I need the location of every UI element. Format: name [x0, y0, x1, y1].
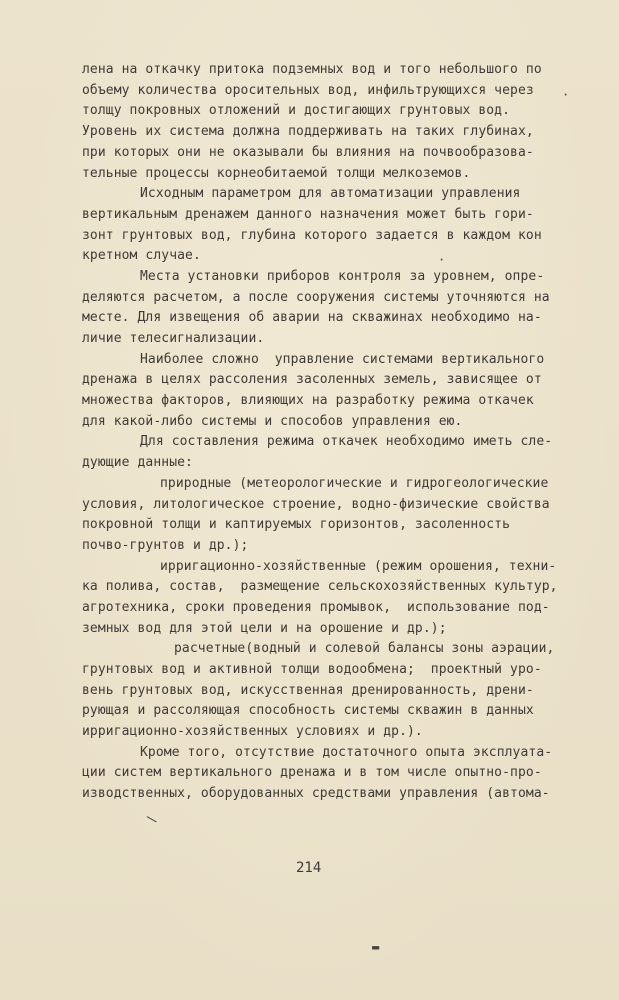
- text-line: условия, литологическое строение, водно-физические свойства: [82, 497, 550, 512]
- stray-mark: ▬: [372, 940, 380, 954]
- text-line: расчетные(водный и солевой балансы зоны аэрации,: [174, 641, 555, 656]
- text-line: Для составления режима откачек необходимо иметь сле-: [140, 434, 553, 449]
- text-line: вень грунтовых вод, искусственная дренированность, дрени-: [82, 683, 534, 698]
- text-line: вертикальным дренажем данного назначения может быть гори-: [82, 207, 534, 222]
- text-line: Кроме того, отсутствие достаточного опыта эксплуата-: [140, 745, 553, 760]
- text-line: Исходным параметром для автоматизации управления: [140, 186, 521, 201]
- text-line: ирригационно-хозяйственные (режим орошения, техни-: [160, 559, 557, 574]
- page-number: 214: [296, 860, 322, 876]
- text-line: Места установки приборов контроля за уровнем, опре-: [140, 269, 545, 284]
- text-line: ирригационно-хозяйственных условиях и др.).: [82, 724, 423, 739]
- text-line: рующая и рассоляющая способность системы скважин в данных: [82, 703, 534, 718]
- text-line: для какой-либо системы и способов управления ею.: [82, 414, 463, 429]
- text-line: агротехника, сроки проведения промывок, использование под-: [82, 600, 550, 615]
- text-line: почво-грунтов и др.);: [82, 538, 249, 553]
- text-line: толщу покровных отложений и достигающих грунтовых вод.: [82, 103, 511, 118]
- text-line: при которых они не оказывали бы влияния на почвообразова-: [82, 145, 534, 160]
- text-line: земных вод для этой цели и на орошение и др.);: [82, 621, 447, 636]
- text-line: деляются расчетом, а после сооружения системы уточняются на: [82, 290, 550, 305]
- text-line: тельные процессы корнеобитаемой толщи мелкоземов.: [82, 166, 471, 181]
- text-line: объему количества оросительных вод, инфильтрующихся через: [82, 83, 534, 98]
- stray-mark: ·: [438, 253, 446, 267]
- text-line: изводственных, оборудованных средствами управления (автома-: [82, 786, 550, 801]
- stray-mark: \: [144, 811, 159, 827]
- text-line: Наиболее сложно управление системами вертикального: [140, 352, 545, 367]
- text-line: кретном случае.: [82, 248, 201, 263]
- text-line: личие телесигнализации.: [82, 331, 265, 346]
- text-line: дующие данные:: [82, 455, 193, 470]
- text-line: множества факторов, влияющих на разработку режима откачек: [82, 393, 534, 408]
- text-line: зонт грунтовых вод, глубина которого задается в каждом кон: [82, 228, 542, 243]
- text-line: ции систем вертикального дренажа и в том числе опытно-про-: [82, 765, 542, 780]
- text-line: покровной толщи и каптируемых горизонтов, засоленность: [82, 517, 511, 532]
- text-line: лена на откачку притока подземных вод и того небольшого по: [82, 62, 542, 77]
- text-line: природные (метеорологические и гидрогеологические: [160, 476, 549, 491]
- text-line: месте. Для извещения об аварии на скважинах необходимо на-: [82, 310, 542, 325]
- text-line: дренажа в целях рассоления засоленных земель, зависящее от: [82, 372, 542, 387]
- text-line: грунтовых вод и активной толщи водообмена; проектный уро-: [82, 662, 542, 677]
- text-line: Уровень их система должна поддерживать на таких глубинах,: [82, 124, 534, 139]
- text-line: ка полива, состав, размещение сельскохозяйственных культур,: [82, 579, 558, 594]
- stray-mark: ·: [562, 88, 570, 102]
